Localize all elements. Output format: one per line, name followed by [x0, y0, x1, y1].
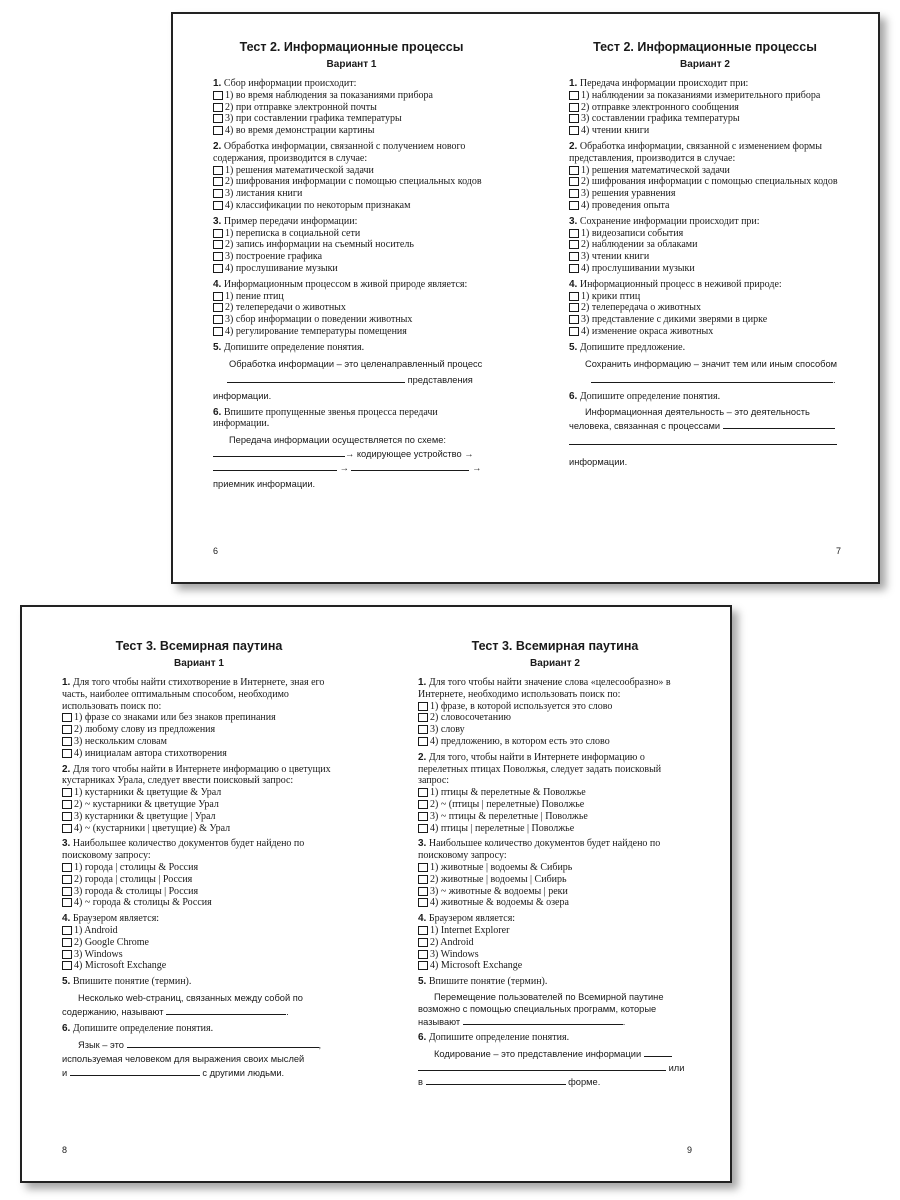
answer-option[interactable]: 1) пение птиц: [213, 291, 490, 303]
checkbox[interactable]: [418, 824, 428, 833]
fill-in-line: → кодирующее устройство →: [213, 447, 490, 461]
answer-option[interactable]: 1) птицы & перелетные & Поволжье: [418, 787, 692, 799]
fill-in-text: Сохранить информацию – значит тем или иным способом: [585, 358, 838, 369]
answer-option[interactable]: 1) Android: [62, 925, 336, 937]
question-5: [418, 976, 692, 1028]
answer-option[interactable]: 1) фразе, в которой используется это слово: [418, 701, 692, 713]
page-8: [62, 607, 336, 1181]
question-text: 2. Для того чтобы найти в Интернете информацию о цветущих кустарниках Урала, следует ввести поисковый запрос:: [62, 763, 331, 787]
checkbox[interactable]: [62, 938, 72, 947]
fill-in-line: .: [569, 373, 841, 387]
checkbox[interactable]: [418, 950, 428, 959]
checkbox[interactable]: [213, 315, 223, 324]
checkbox[interactable]: [213, 91, 223, 100]
checkbox[interactable]: [569, 91, 579, 100]
answer-options: [569, 90, 841, 137]
variant-label: Вариант 1: [174, 658, 224, 669]
question-2: [569, 141, 841, 212]
answer-option[interactable]: 1) решения математической задачи: [569, 165, 841, 177]
page-number: 6: [213, 546, 219, 556]
answer-option[interactable]: 4) проведения опыта: [569, 200, 841, 212]
answer-option[interactable]: 2) наблюдении за облаками: [569, 239, 841, 251]
question-text: 5. Допишите предложение.: [569, 341, 686, 353]
answer-option[interactable]: 4) ~ (кустарники | цветущие) & Урал: [62, 823, 336, 835]
answer-option[interactable]: 2) города | столицы | Россия: [62, 874, 336, 886]
fill-in-line: информации.: [213, 390, 272, 401]
answer-option[interactable]: 3) составлении графика температуры: [569, 113, 841, 125]
question-text: 3. Наибольшее количество документов будет найдено по поисковому запросу:: [62, 838, 305, 862]
answer-option[interactable]: 2) Android: [418, 937, 692, 949]
checkbox[interactable]: [418, 863, 428, 872]
answer-option[interactable]: 2) при отправке электронной почты: [213, 102, 490, 114]
question-4: [213, 279, 490, 338]
answer-options: [213, 291, 490, 338]
question-2: [418, 752, 692, 835]
checkbox[interactable]: [569, 177, 579, 186]
question-6: [418, 1032, 692, 1089]
question-text: 6. Допишите определение понятия.: [569, 390, 721, 402]
fill-in-line: приемник информации.: [213, 479, 316, 490]
checkbox[interactable]: [62, 961, 72, 970]
answer-option[interactable]: 3) представление с дикими зверями в цирке: [569, 314, 841, 326]
answer-option[interactable]: 2) ~ (птицы | перелетные) Поволжье: [418, 799, 692, 811]
question-4: [418, 913, 692, 972]
answer-options: [569, 165, 841, 212]
answer-blank[interactable]: [166, 1005, 286, 1015]
fill-in-line: представления: [213, 373, 490, 387]
checkbox[interactable]: [418, 961, 428, 970]
answer-option[interactable]: 4) животные & водоемы & озера: [418, 897, 692, 909]
question-text: 1. Сбор информации происходит:: [213, 78, 357, 89]
fill-in-line: [569, 435, 841, 449]
answer-option[interactable]: 4) регулирование температуры помещения: [213, 326, 490, 338]
question-3: [62, 838, 336, 909]
fill-in-text: Перемещение пользователей по Всемирной паутине возможно с помощью специальных программ, которые называют .: [418, 991, 664, 1027]
variant-label: Вариант 2: [530, 658, 580, 669]
answer-option[interactable]: 1) крики птиц: [569, 291, 841, 303]
question-text: 3. Пример передачи информации:: [213, 215, 358, 227]
answer-option[interactable]: 1) переписка в социальной сети: [213, 228, 490, 240]
answer-blank[interactable]: [227, 373, 405, 383]
checkbox[interactable]: [569, 327, 579, 336]
page-6: [213, 14, 490, 582]
checkbox[interactable]: [213, 201, 223, 210]
question-text: 1. Для того чтобы найти значение слова «целесообразно» в Интернете, необходимо использовать поиск по:: [418, 677, 671, 700]
answer-blank[interactable]: [351, 461, 469, 471]
checkbox[interactable]: [569, 126, 579, 135]
question-text: 4. Информационный процесс в неживой природе:: [569, 278, 782, 290]
answer-option[interactable]: 3) ~ животные & водоемы | реки: [418, 886, 692, 898]
test-title: Тест 2. Информационные процессы: [239, 40, 464, 54]
checkbox[interactable]: [418, 812, 428, 821]
answer-option[interactable]: 4) предложению, в котором есть это слово: [418, 736, 692, 748]
checkbox[interactable]: [62, 950, 72, 959]
answer-option[interactable]: 1) решения математической задачи: [213, 165, 490, 177]
answer-options: [213, 228, 490, 275]
answer-blank[interactable]: [463, 1015, 623, 1025]
variant-label: Вариант 2: [680, 59, 730, 70]
answer-blank[interactable]: [418, 1061, 666, 1071]
checkbox[interactable]: [213, 327, 223, 336]
spread-test-2: [171, 12, 880, 584]
checkbox[interactable]: [213, 189, 223, 198]
fill-in-text: используемая человеком для выражения своих мыслей: [62, 1053, 305, 1064]
question-text: 6. Допишите определение понятия.: [418, 1031, 570, 1043]
question-text: 5. Впишите понятие (термин).: [62, 976, 192, 988]
answer-blank[interactable]: [569, 435, 837, 445]
page-7: [569, 14, 841, 582]
question-text: 5. Допишите определение понятия.: [213, 341, 365, 353]
answer-option[interactable]: 3) ~ птицы & перелетные | Поволжье: [418, 811, 692, 823]
answer-options: [62, 787, 336, 834]
checkbox[interactable]: [62, 926, 72, 935]
checkbox[interactable]: [62, 800, 72, 809]
answer-option[interactable]: 3) решения уравнения: [569, 188, 841, 200]
checkbox[interactable]: [418, 926, 428, 935]
fill-in-line: и с другими людьми.: [62, 1067, 285, 1078]
checkbox[interactable]: [569, 264, 579, 273]
checkbox[interactable]: [62, 863, 72, 872]
question-3: [418, 838, 692, 909]
checkbox[interactable]: [62, 898, 72, 907]
fill-in-text: Кодирование – это представление информации: [418, 1047, 692, 1061]
checkbox[interactable]: [569, 303, 579, 312]
question-text: 1. Для того чтобы найти стихотворение в Интернете, зная его часть, наиболее оптимальным способом, необходимо использовать поиск по:: [62, 677, 325, 712]
checkbox[interactable]: [213, 303, 223, 312]
answer-options: [418, 701, 692, 748]
checkbox[interactable]: [418, 788, 428, 797]
checkbox[interactable]: [418, 875, 428, 884]
test-title: Тест 2. Информационные процессы: [593, 40, 817, 54]
checkbox[interactable]: [418, 713, 428, 722]
checkbox[interactable]: [213, 229, 223, 238]
answer-blank[interactable]: [723, 419, 835, 429]
question-text: 3. Наибольшее количество документов будет найдено по поисковому запросу:: [418, 838, 661, 862]
fill-in-line: → →: [213, 461, 490, 475]
answer-option[interactable]: 3) слову: [418, 724, 692, 736]
question-5: [569, 342, 841, 387]
question-text: 2. Для того, чтобы найти в Интернете информацию о перелетных птицах Поволжья, следует задать поисковый запрос:: [418, 751, 662, 787]
checkbox[interactable]: [418, 737, 428, 746]
answer-option[interactable]: 1) животные | водоемы & Сибирь: [418, 862, 692, 874]
answer-blank[interactable]: [644, 1047, 672, 1057]
answer-blank[interactable]: [213, 447, 345, 457]
page-number: 9: [686, 1145, 692, 1155]
checkbox[interactable]: [62, 875, 72, 884]
question-1: [213, 78, 490, 137]
answer-option[interactable]: 4) птицы | перелетные | Поволжье: [418, 823, 692, 835]
answer-option[interactable]: 3) Windows: [418, 949, 692, 961]
answer-blank[interactable]: [127, 1038, 319, 1048]
checkbox[interactable]: [213, 126, 223, 135]
page-number: 7: [835, 546, 841, 556]
question-5: [62, 976, 336, 1019]
checkbox[interactable]: [569, 201, 579, 210]
question-text: 3. Сохранение информации происходит при:: [569, 215, 760, 227]
answer-blank[interactable]: [591, 373, 833, 383]
answer-option[interactable]: 2) шифрования информации с помощью специальных кодов: [569, 176, 841, 188]
checkbox[interactable]: [569, 114, 579, 123]
question-6: [62, 1023, 336, 1080]
checkbox[interactable]: [213, 177, 223, 186]
answer-option[interactable]: 2) шифрования информации с помощью специальных кодов: [213, 176, 490, 188]
checkbox[interactable]: [62, 887, 72, 896]
checkbox[interactable]: [213, 292, 223, 301]
checkbox[interactable]: [62, 788, 72, 797]
checkbox[interactable]: [418, 800, 428, 809]
checkbox[interactable]: [418, 898, 428, 907]
question-6: [213, 407, 490, 492]
answer-option[interactable]: 2) отправке электронного сообщения: [569, 102, 841, 114]
answer-blank[interactable]: [70, 1066, 200, 1076]
variant-label: Вариант 1: [326, 59, 377, 70]
checkbox[interactable]: [213, 252, 223, 261]
checkbox[interactable]: [62, 749, 72, 758]
question-1: [569, 78, 841, 137]
checkbox[interactable]: [569, 103, 579, 112]
checkbox[interactable]: [62, 824, 72, 833]
answer-option[interactable]: 4) изменение окраса животных: [569, 326, 841, 338]
answer-option[interactable]: 4) прослушивании музыки: [569, 263, 841, 275]
answer-option[interactable]: 1) наблюдении за показаниями измерительного прибора: [569, 90, 841, 102]
answer-option[interactable]: 4) Microsoft Exchange: [62, 960, 336, 972]
answer-options: [62, 925, 336, 972]
page-9: [418, 607, 692, 1181]
fill-in-text: Информационная деятельность – это деятельность человека, связанная с процессами: [569, 405, 841, 433]
checkbox[interactable]: [62, 713, 72, 722]
checkbox[interactable]: [569, 229, 579, 238]
question-4: [62, 913, 336, 972]
test-title: Тест 3. Всемирная паутина: [471, 639, 639, 653]
checkbox[interactable]: [569, 292, 579, 301]
answer-options: [418, 787, 692, 834]
question-text: 2. Обработка информации, связанной с получением нового содержания, производится в случае:: [213, 140, 466, 164]
answer-option[interactable]: 2) любому слову из предложения: [62, 724, 336, 736]
answer-option[interactable]: 4) во время демонстрации картины: [213, 125, 490, 137]
checkbox[interactable]: [569, 240, 579, 249]
answer-option[interactable]: 4) Microsoft Exchange: [418, 960, 692, 972]
checkbox[interactable]: [418, 725, 428, 734]
answer-option[interactable]: 3) Windows: [62, 949, 336, 961]
answer-option[interactable]: 4) классификации по некоторым признакам: [213, 200, 490, 212]
question-text: 4. Информационным процессом в живой природе является:: [213, 278, 468, 290]
answer-option[interactable]: 1) Internet Explorer: [418, 925, 692, 937]
answer-option[interactable]: 3) сбор информации о поведении животных: [213, 314, 490, 326]
question-3: [569, 216, 841, 275]
checkbox[interactable]: [569, 315, 579, 324]
answer-options: [418, 925, 692, 972]
answer-options: [213, 165, 490, 212]
question-text: 1. Передача информации происходит при:: [569, 78, 749, 89]
question-2: [213, 141, 490, 212]
answer-option[interactable]: 2) телепередачи о животных: [213, 302, 490, 314]
fill-in-text: Обработка информации – это целенаправленный процесс: [229, 358, 483, 369]
question-1: [62, 677, 336, 760]
answer-option[interactable]: 3) при составлении графика температуры: [213, 113, 490, 125]
checkbox[interactable]: [213, 103, 223, 112]
answer-option[interactable]: 3) построение графика: [213, 251, 490, 263]
answer-option[interactable]: 4) инициалам автора стихотворения: [62, 748, 336, 760]
answer-option[interactable]: 3) города & столицы | Россия: [62, 886, 336, 898]
answer-option[interactable]: 2) ~ кустарники & цветущие Урал: [62, 799, 336, 811]
answer-options: [569, 228, 841, 275]
answer-options: [62, 712, 336, 759]
checkbox[interactable]: [213, 240, 223, 249]
checkbox[interactable]: [213, 166, 223, 175]
question-text: 5. Впишите понятие (термин).: [418, 976, 548, 988]
answer-options: [62, 862, 336, 909]
answer-option[interactable]: 3) чтении книги: [569, 251, 841, 263]
checkbox[interactable]: [213, 114, 223, 123]
question-text: 4. Браузером является:: [62, 913, 160, 925]
page-number: 8: [62, 1145, 68, 1155]
answer-option[interactable]: 1) видеозаписи события: [569, 228, 841, 240]
answer-option[interactable]: 3) кустарники & цветущие | Урал: [62, 811, 336, 823]
checkbox[interactable]: [213, 264, 223, 273]
fill-in-line: или: [418, 1061, 692, 1075]
answer-option[interactable]: 2) Google Chrome: [62, 937, 336, 949]
question-text: 2. Обработка информации, связанной с изменением формы представления, производится в случае:: [569, 140, 822, 164]
checkbox[interactable]: [569, 189, 579, 198]
answer-option[interactable]: 1) города | столицы & Россия: [62, 862, 336, 874]
question-3: [213, 216, 490, 275]
test-title: Тест 3. Всемирная паутина: [115, 639, 283, 653]
fill-in-line: Язык – это ,: [78, 1039, 322, 1050]
answer-option[interactable]: 1) во время наблюдения за показаниями прибора: [213, 90, 490, 102]
checkbox[interactable]: [62, 737, 72, 746]
checkbox[interactable]: [62, 812, 72, 821]
answer-blank[interactable]: [213, 461, 337, 471]
checkbox[interactable]: [418, 887, 428, 896]
question-5: [213, 342, 490, 403]
answer-option[interactable]: 2) животные | водоемы | Сибирь: [418, 874, 692, 886]
checkbox[interactable]: [418, 938, 428, 947]
question-text: 6. Впишите пропущенные звенья процесса передачи информации.: [213, 406, 438, 430]
question-6: [569, 391, 841, 470]
answer-option[interactable]: 3) нескольким словам: [62, 736, 336, 748]
answer-option[interactable]: 1) кустарники & цветущие & Урал: [62, 787, 336, 799]
checkbox[interactable]: [62, 725, 72, 734]
checkbox[interactable]: [569, 252, 579, 261]
answer-option[interactable]: 4) ~ города & столицы & Россия: [62, 897, 336, 909]
answer-options: [418, 862, 692, 909]
question-2: [62, 764, 336, 835]
spread-test-3: [20, 605, 732, 1183]
answer-option[interactable]: 2) словосочетанию: [418, 712, 692, 724]
answer-option[interactable]: 1) фразе со знаками или без знаков препинания: [62, 712, 336, 724]
question-text: 6. Допишите определение понятия.: [62, 1022, 214, 1034]
fill-in-line: информации.: [569, 457, 628, 468]
question-1: [418, 677, 692, 748]
question-4: [569, 279, 841, 338]
answer-options: [569, 291, 841, 338]
answer-option[interactable]: 4) прослушивание музыки: [213, 263, 490, 275]
answer-blank[interactable]: [426, 1075, 566, 1085]
answer-options: [213, 90, 490, 137]
question-text: 4. Браузером является:: [418, 913, 516, 925]
checkbox[interactable]: [418, 702, 428, 711]
answer-option[interactable]: 3) листания книги: [213, 188, 490, 200]
checkbox[interactable]: [569, 166, 579, 175]
fill-in-text: Несколько web-страниц, связанных между собой по содержанию, называют .: [62, 992, 303, 1017]
answer-option[interactable]: 2) запись информации на съемный носитель: [213, 239, 490, 251]
answer-option[interactable]: 4) чтении книги: [569, 125, 841, 137]
fill-in-text: Передача информации осуществляется по схеме:: [229, 435, 447, 446]
fill-in-line: в форме.: [418, 1076, 601, 1087]
answer-option[interactable]: 2) телепередача о животных: [569, 302, 841, 314]
